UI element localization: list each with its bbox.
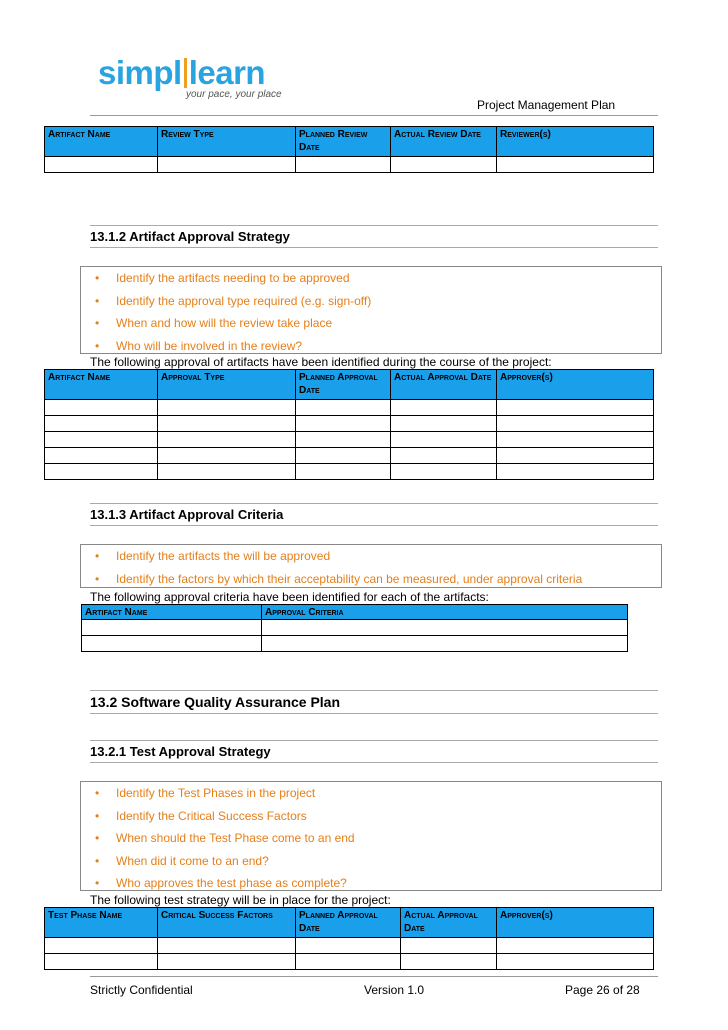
table-row xyxy=(82,620,628,636)
header-divider xyxy=(90,115,658,116)
column-header: Artifact Name xyxy=(45,370,158,400)
footer-divider xyxy=(90,976,658,977)
list-item: • Identify the Test Phases in the project xyxy=(81,782,661,805)
bullet-icon: • xyxy=(95,786,100,800)
list-item: • Identify the artifacts the will be approved xyxy=(81,545,661,568)
criteria-table xyxy=(81,604,628,652)
column-header: Approver(s) xyxy=(497,370,654,400)
bullet-icon: • xyxy=(95,876,100,890)
list-item: • Who will be involved in the review? xyxy=(81,335,661,358)
table-row xyxy=(45,400,654,416)
bullet-icon: • xyxy=(95,293,100,308)
list-item: • Identify the factors by which their acceptability can be measured, under approval criteria xyxy=(81,568,661,591)
column-header: Planned Approval Date xyxy=(296,370,391,400)
bullet-icon: • xyxy=(95,549,100,563)
table-header-row xyxy=(82,605,628,620)
column-header: Approver(s) xyxy=(497,908,654,938)
column-header: Actual Approval Date xyxy=(391,370,497,400)
footer-version: Version 1.0 xyxy=(364,983,425,997)
bullet-box-13-1-3 xyxy=(80,544,662,588)
intro-text-13-2-1: The following test strategy will be in place for the project: xyxy=(90,893,391,907)
bullet-icon: • xyxy=(95,316,100,330)
intro-text-13-1-3: The following approval criteria have been identified for each of the artifacts: xyxy=(90,590,489,604)
footer-page-number: Page 26 of 28 xyxy=(565,983,640,997)
bullet-icon: • xyxy=(95,853,100,868)
table-header-row xyxy=(45,127,654,157)
logo-text-right: learn xyxy=(188,54,266,91)
list-item: • When did it come to an end? xyxy=(81,850,661,873)
bullet-icon: • xyxy=(95,338,100,353)
table-header-row xyxy=(45,908,654,938)
column-header: Planned Review Date xyxy=(296,127,391,157)
company-logo xyxy=(98,54,265,92)
table-row xyxy=(45,432,654,448)
list-item: • Identify the Critical Success Factors xyxy=(81,805,661,828)
section-heading-13-1-2: 13.1.2 Artifact Approval Strategy xyxy=(90,225,658,248)
bullet-icon: • xyxy=(95,808,100,823)
logo-separator xyxy=(184,58,187,88)
logo-tagline: your pace, your place xyxy=(186,89,282,100)
table-row xyxy=(45,954,654,970)
bullet-icon: • xyxy=(95,831,100,845)
table-row xyxy=(45,416,654,432)
bullet-box-13-1-2 xyxy=(80,266,662,354)
column-header: Actual Review Date xyxy=(391,127,497,157)
bullet-icon: • xyxy=(95,571,100,586)
table-row xyxy=(45,448,654,464)
document-title: Project Management Plan xyxy=(477,98,616,112)
column-header: Approval Type xyxy=(158,370,296,400)
column-header: Review Type xyxy=(158,127,296,157)
column-header: Approval Criteria xyxy=(262,605,628,620)
bullet-icon: • xyxy=(95,271,100,285)
footer-confidential: Strictly Confidential xyxy=(90,983,193,997)
column-header: Artifact Name xyxy=(82,605,262,620)
table-row xyxy=(45,938,654,954)
review-table xyxy=(44,126,654,173)
table-header-row xyxy=(45,370,654,400)
column-header: Actual Approval Date xyxy=(401,908,497,938)
column-header: Reviewer(s) xyxy=(497,127,654,157)
test-strategy-table xyxy=(44,907,654,970)
column-header: Critical Success Factors xyxy=(158,908,296,938)
section-heading-13-1-3: 13.1.3 Artifact Approval Criteria xyxy=(90,503,658,526)
intro-text-13-1-2: The following approval of artifacts have been identified during the course of the project: xyxy=(90,355,552,369)
column-header: Planned Approval Date xyxy=(296,908,401,938)
section-heading-13-2-1: 13.2.1 Test Approval Strategy xyxy=(90,740,658,763)
list-item: • When should the Test Phase come to an end xyxy=(81,827,661,850)
approval-table xyxy=(44,369,654,480)
list-item: • Identify the approval type required (e.g. sign-off) xyxy=(81,290,661,313)
column-header: Artifact Name xyxy=(45,127,158,157)
table-row xyxy=(82,636,628,652)
list-item: • When and how will the review take place xyxy=(81,312,661,335)
bullet-box-13-2-1 xyxy=(80,781,662,891)
table-row xyxy=(45,464,654,480)
list-item: • Who approves the test phase as complete? xyxy=(81,872,661,895)
table-row xyxy=(45,157,654,173)
list-item: • Identify the artifacts needing to be approved xyxy=(81,267,661,290)
column-header: Test Phase Name xyxy=(45,908,158,938)
logo-text-left: simpl xyxy=(98,54,182,91)
section-heading-13-2: 13.2 Software Quality Assurance Plan xyxy=(90,690,658,714)
